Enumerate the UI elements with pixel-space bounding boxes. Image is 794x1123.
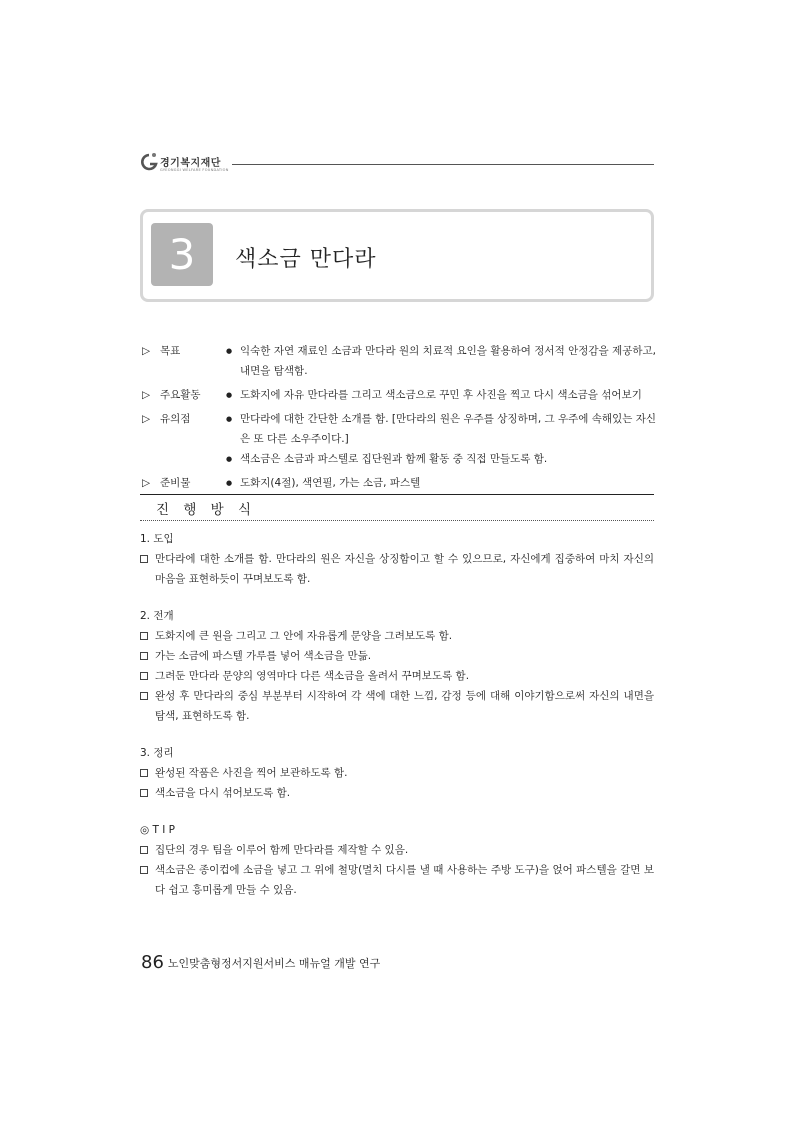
checkbox-square-icon <box>140 692 148 700</box>
section-heading-development: 2. 전개 <box>140 610 174 622</box>
section-heading-tip: ◎ T I P <box>140 824 176 836</box>
checkbox-square-icon <box>140 789 148 797</box>
checkbox-square-icon <box>140 555 148 563</box>
info-bullet: ● 색소금은 소금과 파스텔로 집단원과 함께 활동 중 직접 만들도록 함. <box>230 449 656 469</box>
info-label: 유의점 <box>160 413 191 425</box>
section-heading-wrapup: 3. 정리 <box>140 747 174 759</box>
section-heading-intro: 1. 도입 <box>140 533 174 545</box>
info-bullet: ● 익숙한 자연 재료인 소금과 만다라 원의 치료적 요인을 활용하여 정서적 안정감을 제공하고, 내면을 탐색함. <box>230 341 656 381</box>
info-bullet: ● 도화지에 자유 만다라를 그리고 색소금으로 꾸민 후 사진을 찍고 다시 색소금을 섞어보기 <box>230 385 656 405</box>
org-name: 경기복지재단 <box>160 158 221 169</box>
section-rule-dotted <box>140 520 654 521</box>
checkbox-square-icon <box>140 769 148 777</box>
chapter-number: 3 <box>151 223 213 286</box>
checkbox-square-icon <box>140 846 148 854</box>
info-row-notes <box>142 409 656 469</box>
chapter-title-box <box>140 209 654 302</box>
section-title: 진 행 방 식 <box>156 502 257 518</box>
logo-emblem-icon <box>140 152 158 174</box>
list-item: 완성된 작품은 사진을 찍어 보관하도록 함. <box>140 763 654 783</box>
info-bullet: ● 만다라에 대한 간단한 소개를 함. [만다라의 원은 우주를 상징하며, 그 우주에 속해있는 자신은 또 다른 소우주이다.] <box>230 409 656 449</box>
list-item: 그려둔 만다라 문양의 영역마다 다른 색소금을 올려서 꾸며보도록 함. <box>140 666 654 686</box>
activity-info <box>142 341 656 493</box>
triangle-marker-icon: ▷ <box>142 345 151 357</box>
org-subtitle: GYEONGGI WELFARE FOUNDATION <box>160 168 229 172</box>
footer-title: 노인맞춤형정서지원서비스 매뉴얼 개발 연구 <box>167 956 381 970</box>
list-item: 만다라에 대한 소개를 함. 만다라의 원은 자신을 상징함이고 할 수 있으므로, 자신에게 집중하여 마치 자신의 마음을 표현하듯이 꾸며보도록 함. <box>140 549 654 589</box>
foundation-logo <box>140 152 235 176</box>
checkbox-square-icon <box>140 866 148 874</box>
page-number: 86 <box>141 952 164 973</box>
info-bullet: ● 도화지(4절), 색연필, 가는 소금, 파스텔 <box>230 473 656 493</box>
list-item: 도화지에 큰 원을 그리고 그 안에 자유롭게 문양을 그려보도록 함. <box>140 626 654 646</box>
triangle-marker-icon: ▷ <box>142 477 151 489</box>
section-rule-top <box>140 494 654 495</box>
info-row-materials <box>142 473 656 493</box>
checkbox-square-icon <box>140 672 148 680</box>
list-item: 완성 후 만다라의 중심 부분부터 시작하여 각 색에 대한 느낌, 감정 등에 대해 이야기함으로써 자신의 내면을 탐색, 표현하도록 함. <box>140 686 654 726</box>
list-item: 가는 소금에 파스텔 가루를 넣어 색소금을 만듦. <box>140 646 654 666</box>
list-item: 집단의 경우 팀을 이루어 함께 만다라를 제작할 수 있음. <box>140 840 654 860</box>
info-row-main-activity <box>142 385 656 405</box>
info-label: 주요활동 <box>160 389 201 401</box>
info-label: 목표 <box>160 345 181 357</box>
page-footer <box>141 952 380 973</box>
header-rule <box>232 164 654 165</box>
list-item: 색소금은 종이컵에 소금을 넣고 그 위에 철망(멸치 다시를 낼 때 사용하는 주방 도구)을 얹어 파스텔을 갈면 보다 쉽고 흥미롭게 만들 수 있음. <box>140 860 654 900</box>
triangle-marker-icon: ▷ <box>142 389 151 401</box>
info-row-goal <box>142 341 656 381</box>
checkbox-square-icon <box>140 652 148 660</box>
triangle-marker-icon: ▷ <box>142 413 151 425</box>
checkbox-square-icon <box>140 632 148 640</box>
info-label: 준비물 <box>160 477 191 489</box>
list-item: 색소금을 다시 섞어보도록 함. <box>140 783 654 803</box>
procedure-body <box>140 529 654 900</box>
chapter-title: 색소금 만다라 <box>235 247 377 272</box>
